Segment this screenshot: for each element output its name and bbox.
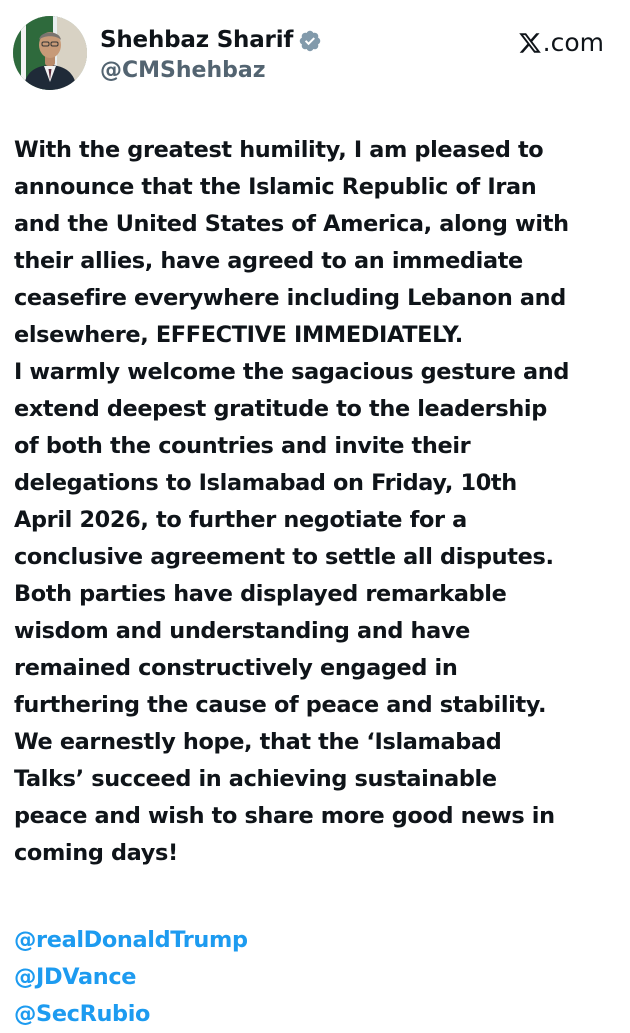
mention-link-realdonaldtrump[interactable]: @realDonaldTrump [14,927,248,953]
post-text-line: coming days! [14,840,178,866]
post-text-line: April 2026, to further negotiate for a [14,507,467,533]
post-text-line: extend deepest gratitude to the leadership [14,396,547,422]
post-text [14,132,622,872]
post-text-line: wisdom and understanding and have [14,618,470,644]
post-text-line: announce that the Islamic Republic of Iran [14,174,537,200]
post-text-line: of both the countries and invite their [14,433,471,459]
post-text-line: delegations to Islamabad on Friday, 10th [14,470,517,496]
display-name[interactable]: Shehbaz Sharif [100,27,294,53]
author-handle[interactable]: @CMShehbaz [100,58,266,83]
author-name-row[interactable] [100,26,322,54]
brand-domain: .com [542,28,604,57]
post-text-line: remained constructively engaged in [14,655,458,681]
post-text-line: and the United States of America, along with [14,211,569,237]
avatar-image [13,16,87,90]
post-text-line: their allies, have agreed to an immediate [14,248,523,274]
mention-link-secrubio[interactable]: @SecRubio [14,1001,151,1027]
post-text-line: ceasefire everywhere including Lebanon and [14,285,566,311]
post-text-line: I warmly welcome the sagacious gesture and [14,359,570,385]
x-brand [518,28,604,58]
verified-badge-icon [298,29,322,53]
mention-list [14,922,248,1033]
post-text-line: Talks’ succeed in achieving sustainable [14,766,497,792]
post-text-line: conclusive agreement to settle all disputes. [14,544,554,570]
mention-link-jdvance[interactable]: @JDVance [14,964,137,990]
x-logo-icon [518,31,542,55]
post-text-line: peace and wish to share more good news in [14,803,555,829]
post-text-line: We earnestly hope, that the ‘Islamabad [14,729,502,755]
avatar[interactable] [13,16,87,90]
post-header [0,0,630,100]
post-text-line: Both parties have displayed remarkable [14,581,507,607]
post-text-line: furthering the cause of peace and stability. [14,692,547,718]
post-text-line: With the greatest humility, I am pleased to [14,137,544,163]
post-text-line: elsewhere, EFFECTIVE IMMEDIATELY. [14,322,463,348]
